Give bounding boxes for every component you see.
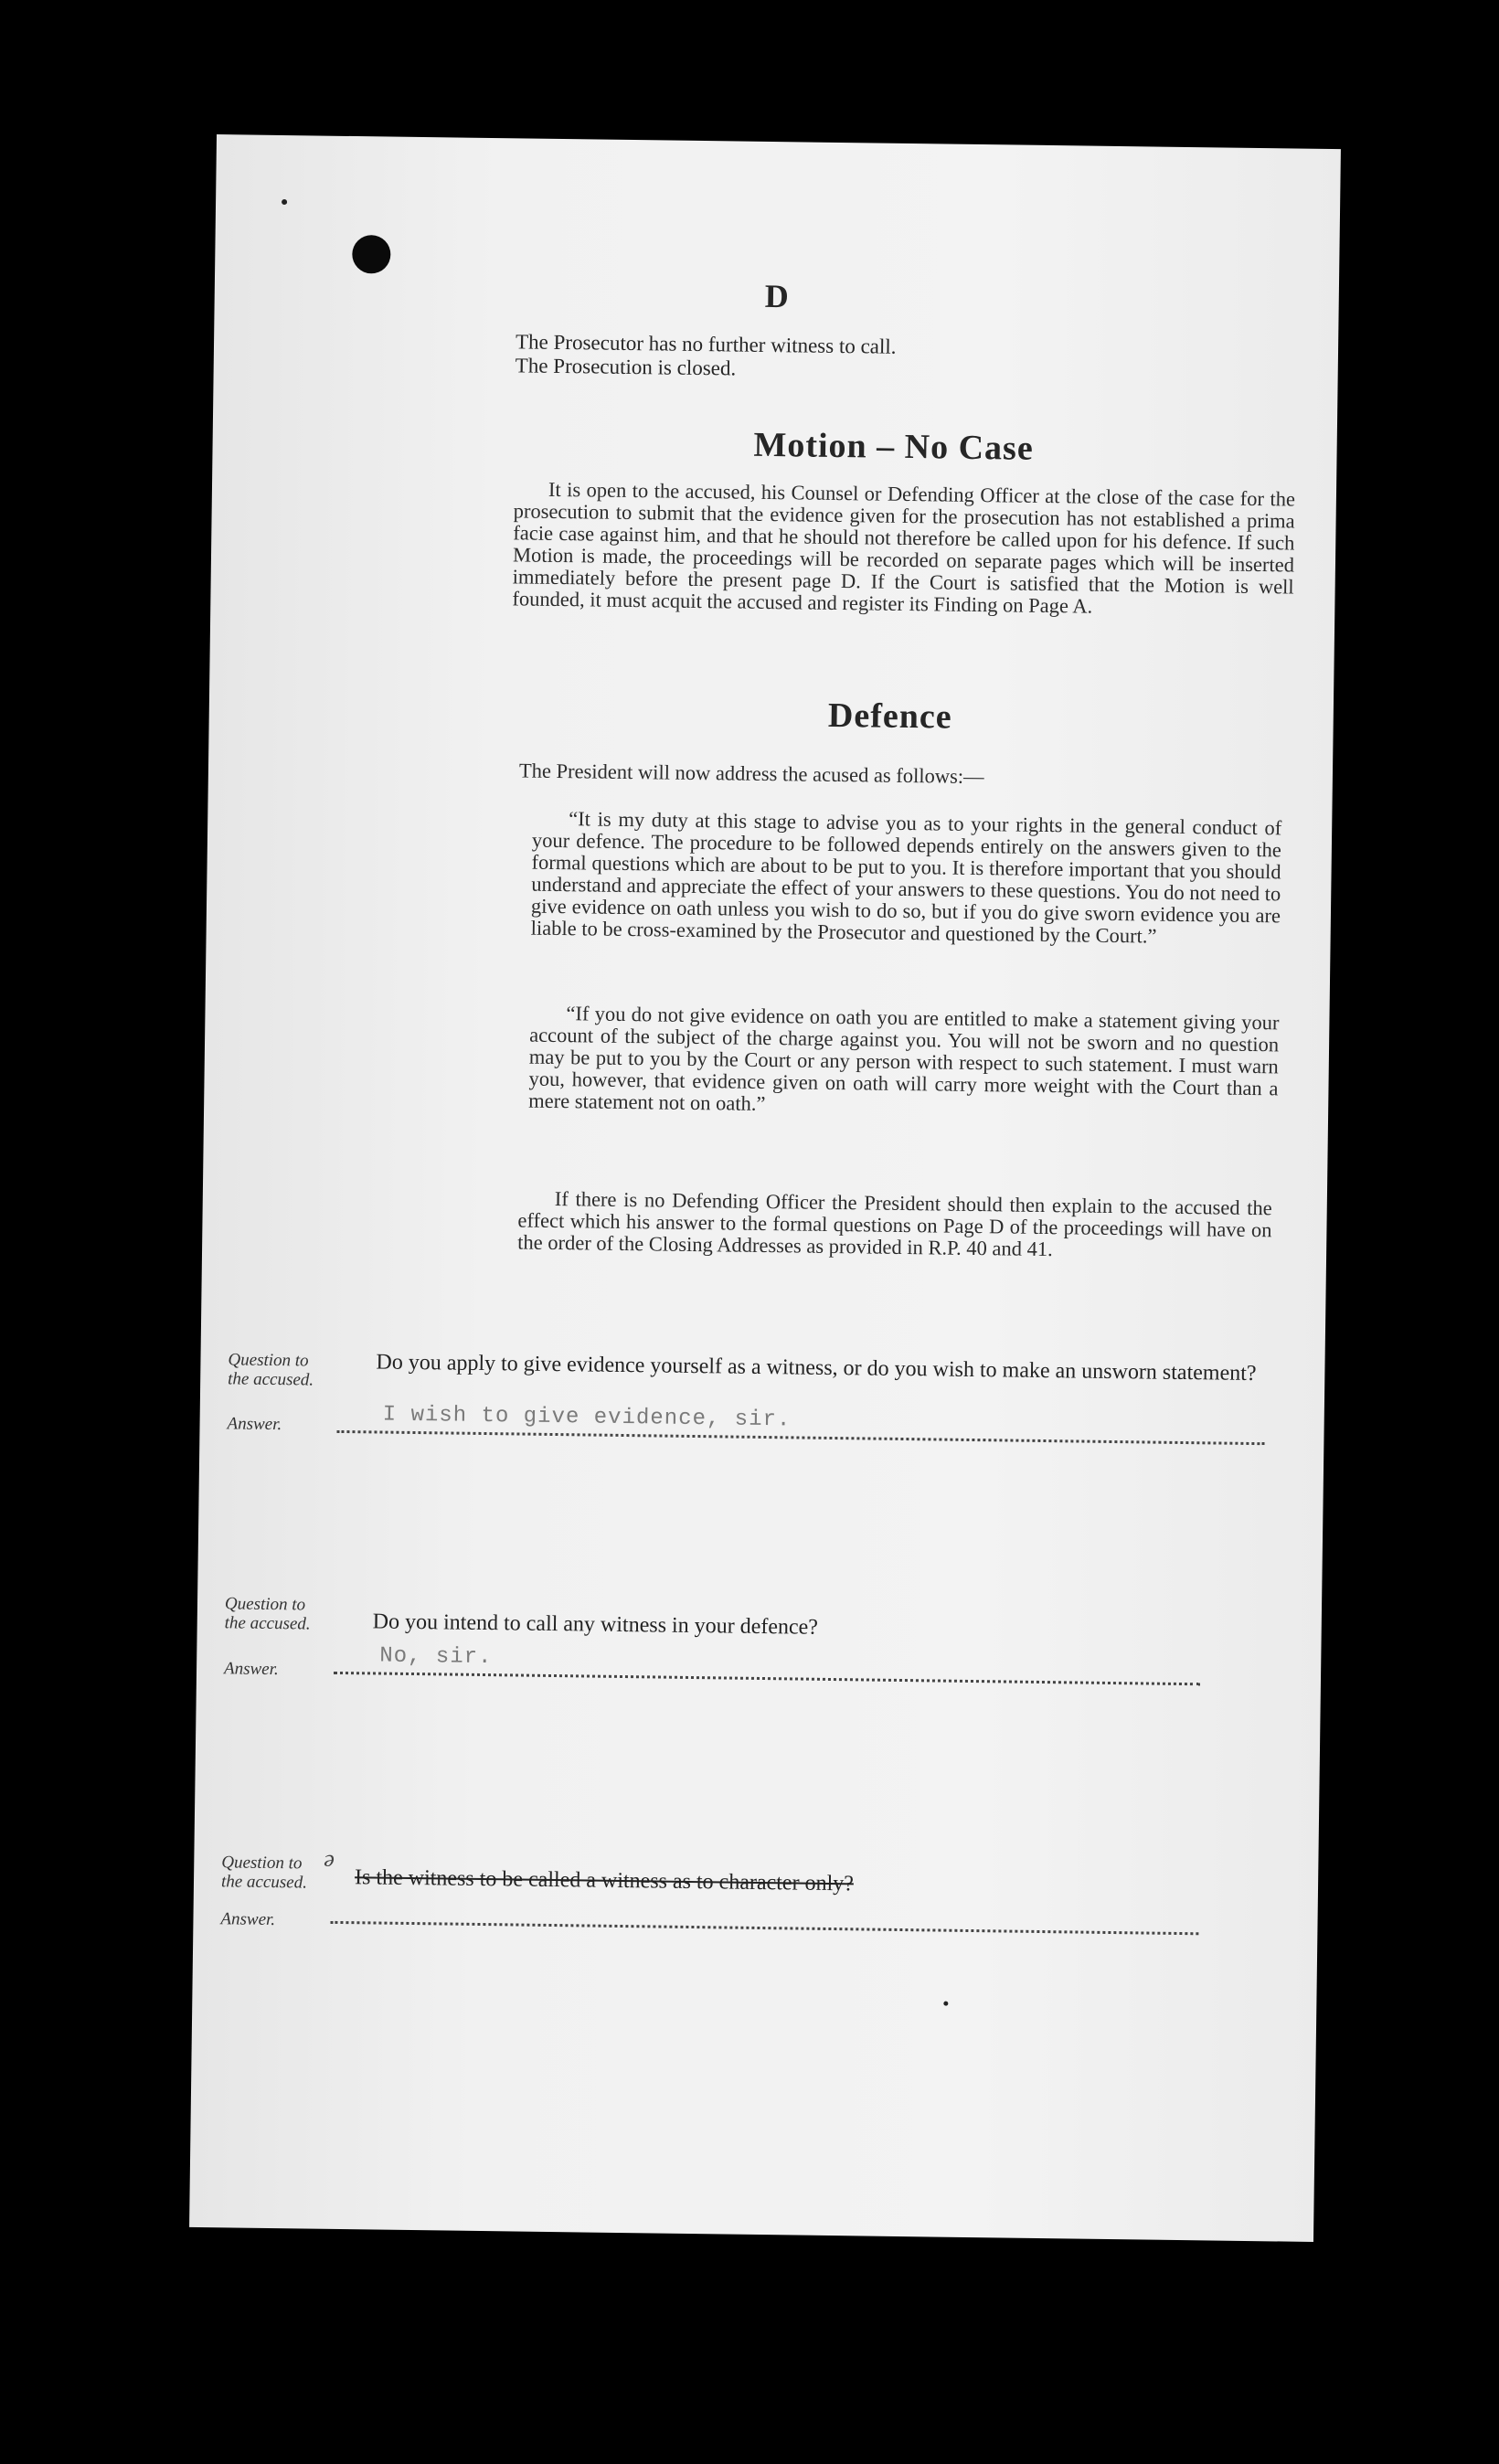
speck bbox=[282, 199, 287, 205]
question-label-2: Question to the accused. bbox=[224, 1594, 311, 1634]
answer-label-3: Answer. bbox=[220, 1909, 276, 1930]
motion-heading: Motion – No Case bbox=[753, 425, 1035, 468]
question-text-1: Do you apply to give evidence yourself as a witness, or do you wish to make an unsworn statement? bbox=[376, 1350, 1257, 1386]
page-letter: D bbox=[764, 277, 790, 315]
speck bbox=[943, 2002, 948, 2006]
president-quote-2: “If you do not give evidence on oath you are entitled to make a statement giving your account of the subject of the charge against you. You will not be sworn and no question may be put to you by the Court or any person with respect to such statement. I must warn you, however, that evidence given on oath will carry more weight with the Court than a mere statement not on oath.” bbox=[528, 1002, 1280, 1115]
explanation-paragraph: If there is no Defending Officer the President should then explain to the accused the effect which his answer to the formal questions on Page D of the proceedings will have on the order of the Closing Addresses as provided in R.P. 40 and 41. bbox=[517, 1186, 1272, 1261]
intro-line-2: The Prosecution is closed. bbox=[515, 354, 737, 380]
question-text-2: Do you intend to call any witness in your defence? bbox=[372, 1609, 819, 1640]
prosecution-closed-note bbox=[516, 330, 1293, 388]
answer-label-1: Answer. bbox=[227, 1414, 282, 1435]
punch-hole bbox=[352, 235, 391, 274]
answer-field-1 bbox=[336, 1402, 1264, 1445]
president-quote-1: “It is my duty at this stage to advise you as to your rights in the general conduct of your defence. The procedure to be followed depends entirely on the answers given to the formal questions which are about to be put to you. It is therefore important that you should understand and appreciate the effect of your answers to these questions. You do not need to give evidence on oath unless you wish to do so, but if you do give sworn evidence you are liable to be cross-examined by the Prosecutor and questioned by the Court.” bbox=[530, 807, 1282, 948]
answer-field-2 bbox=[334, 1643, 1200, 1685]
motion-paragraph: It is open to the accused, his Counsel or Defending Officer at the close of the case for the prosecution to submit that the evidence given for the prosecution has not established a prima facie case against him, and that he should not therefore be called upon for his defence. If such Motion is made, the proceedings will be recorded on separate pages which will be inserted immediately before the present page D. If the Court is satisfied that the Motion is well founded, it must acquit the accused and register its Finding on Page A. bbox=[512, 477, 1296, 618]
question-label-1: Question to the accused. bbox=[228, 1350, 314, 1390]
address-intro: The President will now address the acused as follows:— bbox=[518, 759, 984, 789]
answer-text-2: No, sir. bbox=[379, 1643, 493, 1671]
document-page bbox=[189, 134, 1341, 2242]
defence-heading: Defence bbox=[827, 696, 952, 737]
answer-text-1: I wish to give evidence, sir. bbox=[382, 1402, 792, 1433]
question-text-3: Is the witness to be called a witness as to character only? bbox=[354, 1865, 855, 1896]
answer-label-2: Answer. bbox=[223, 1659, 279, 1680]
intro-line-1: The Prosecutor has no further witness to call. bbox=[515, 330, 897, 358]
answer-field-3 bbox=[330, 1896, 1198, 1935]
handwritten-mark: ə bbox=[324, 1844, 335, 1872]
question-label-3: Question to the accused. bbox=[220, 1853, 308, 1893]
